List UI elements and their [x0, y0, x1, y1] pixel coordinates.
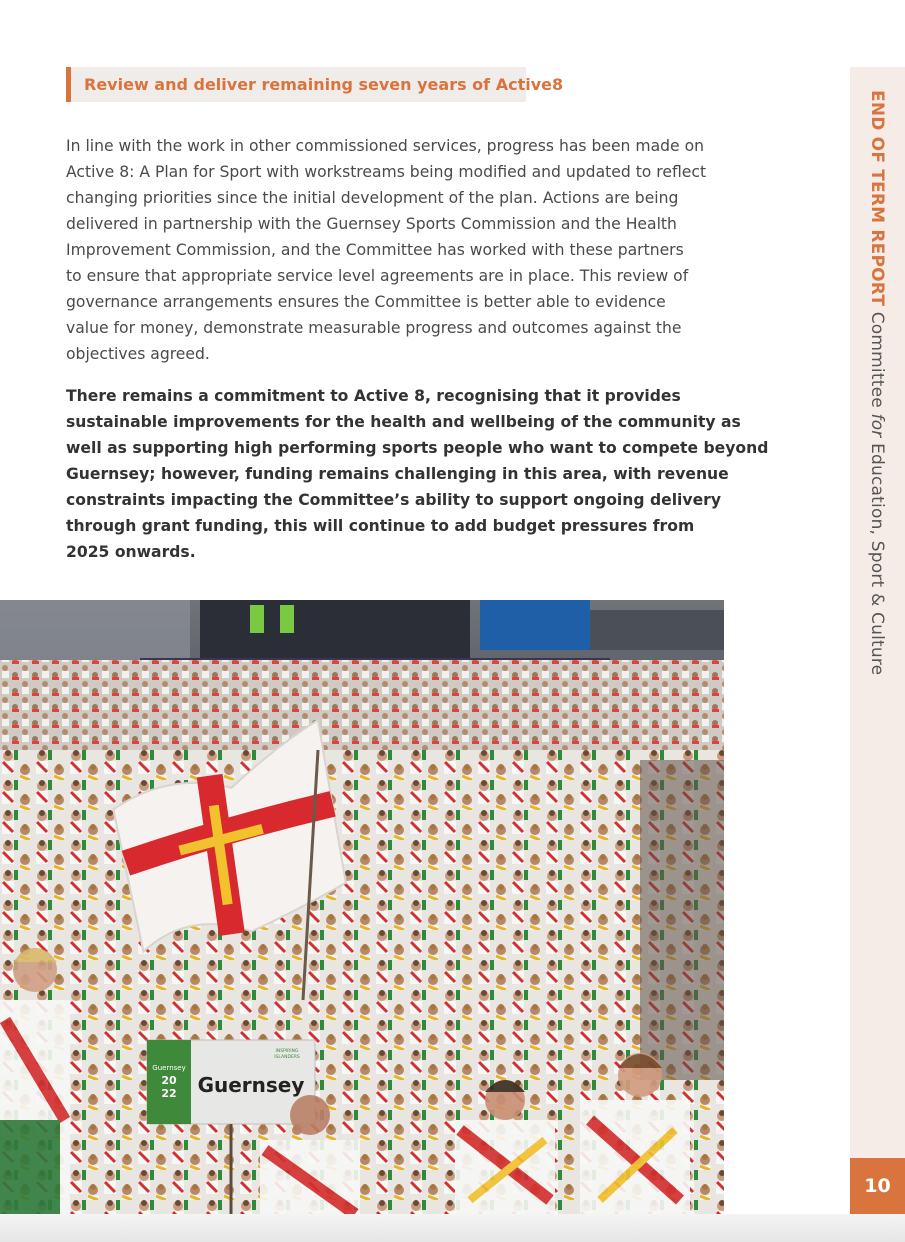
paragraph-line: value for money, demonstrate measurable progress and outcomes against the	[66, 319, 682, 337]
bold-paragraph-line: Guernsey; however, funding remains challenging in this area, with revenue	[66, 465, 729, 483]
committee-name	[867, 312, 887, 676]
parade-photo	[0, 600, 724, 1214]
page-bottom-edge	[0, 1214, 905, 1242]
section-heading-bar	[66, 67, 564, 102]
sign-logo-name: Guernsey	[152, 1064, 186, 1072]
bold-paragraph	[66, 383, 769, 565]
sign-logo-year-bottom: 22	[161, 1087, 177, 1100]
bold-paragraph-line: sustainable improvements for the health and wellbeing of the community as	[66, 413, 741, 431]
bold-paragraph-line: constraints impacting the Committee’s ability to support ongoing delivery	[66, 491, 721, 509]
page-number: 10	[864, 1175, 891, 1197]
sign-logo-year-top: 20	[161, 1074, 177, 1087]
paragraph-line: In line with the work in other commissioned services, progress has been made on	[66, 137, 705, 155]
body-paragraph	[66, 133, 707, 367]
paragraph-line: delivered in partnership with the Guernsey Sports Commission and the Health	[66, 215, 677, 233]
bold-paragraph-line: through grant funding, this will continue to add budget pressures from	[66, 517, 695, 535]
committee-name-italic: for	[867, 413, 887, 438]
bold-paragraph-line: There remains a commitment to Active 8, recognising that it provides	[66, 387, 681, 405]
report-title	[867, 90, 887, 675]
sign-tagline-2: ISLANDERS	[274, 1055, 300, 1060]
paragraph-line: Improvement Commission, and the Committee has worked with these partners	[66, 241, 684, 259]
paragraph-line: Active 8: A Plan for Sport with workstreams being modified and updated to reflect	[66, 163, 707, 181]
paragraph-line: to ensure that appropriate service level agreements are in place. This review of	[66, 267, 689, 285]
report-title-strong: END OF TERM REPORT	[867, 90, 887, 307]
sign-tagline-1: INSPIRING	[275, 1049, 299, 1054]
sign-text: Guernsey	[197, 1073, 305, 1097]
bold-paragraph-line: well as supporting high performing sports people who want to compete beyond	[66, 439, 769, 457]
committee-name-part1: Committee	[867, 311, 887, 414]
paragraph-line: objectives agreed.	[66, 345, 210, 363]
committee-name-part2: Education, Sport & Culture	[867, 437, 887, 676]
page-number-box	[850, 1158, 905, 1214]
bold-paragraph-line: 2025 onwards.	[66, 543, 196, 561]
paragraph-line: governance arrangements ensures the Committee is better able to evidence	[66, 293, 666, 311]
section-heading: Review and deliver remaining seven years of Active8	[84, 75, 564, 94]
paragraph-line: changing priorities since the initial development of the plan. Actions are being	[66, 189, 679, 207]
